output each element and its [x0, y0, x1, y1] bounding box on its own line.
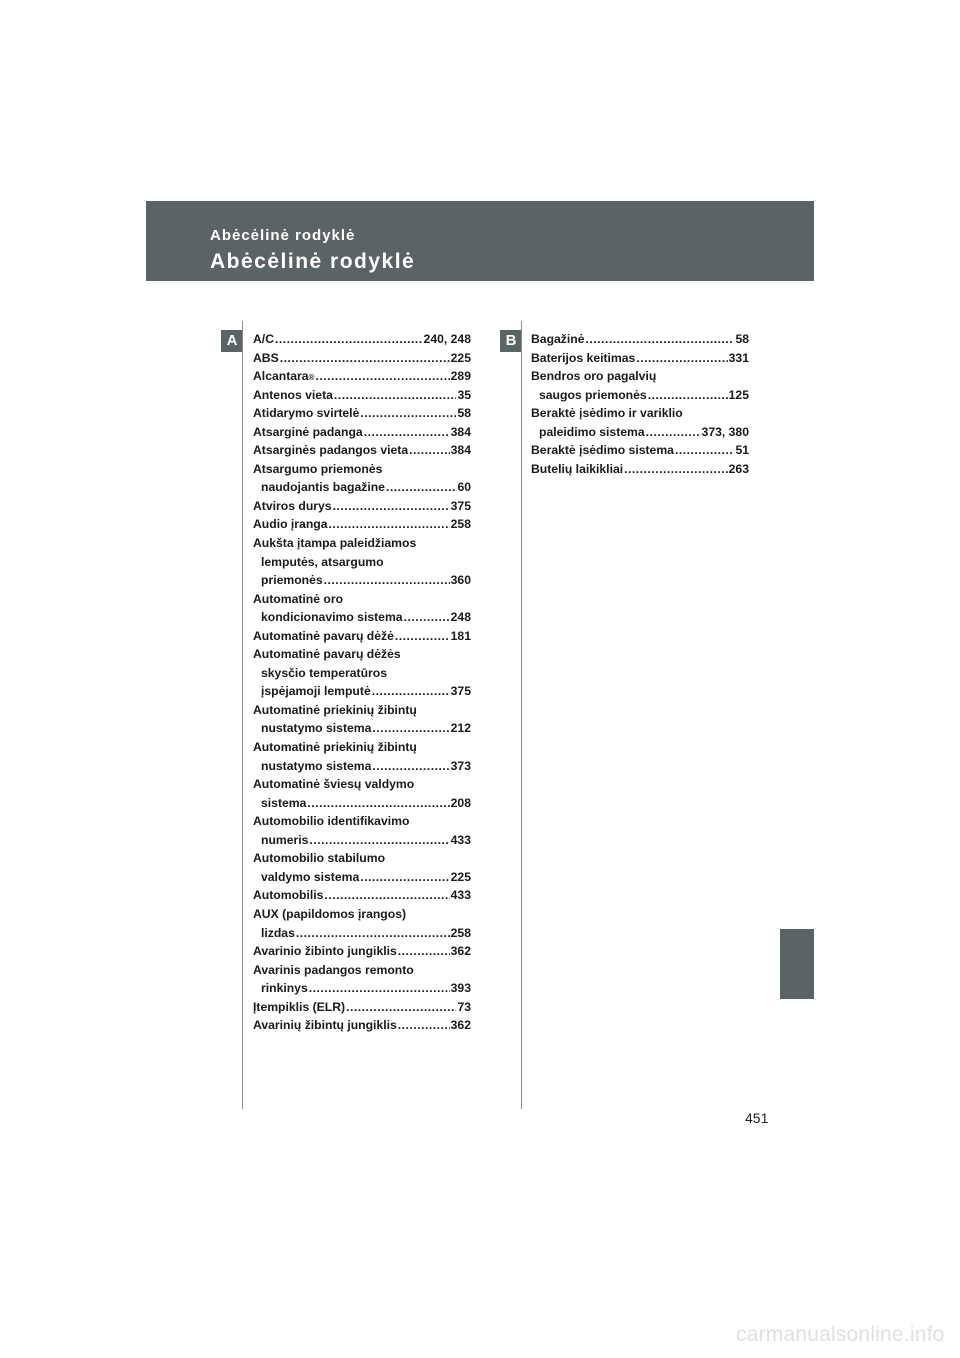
index-entry	[253, 515, 471, 534]
page-reference: 35	[457, 387, 471, 402]
index-entry	[253, 886, 471, 905]
dot-leader	[333, 497, 450, 516]
page-reference: 331	[728, 350, 749, 365]
page-reference: 289	[450, 369, 471, 384]
dot-leader	[309, 831, 449, 850]
dot-leader	[398, 942, 450, 961]
page-reference: 433	[450, 832, 471, 847]
dot-leader	[346, 998, 456, 1017]
page-reference: 263	[728, 461, 749, 476]
page-reference: 384	[450, 443, 471, 458]
page-reference: 362	[450, 944, 471, 959]
index-term: Butelių laikikliai	[531, 461, 624, 476]
page-reference: 258	[450, 517, 471, 532]
index-term: Avarinio žibinto jungiklis	[253, 944, 397, 959]
index-entry	[253, 497, 471, 516]
page-reference: 393	[450, 981, 471, 996]
index-term: Automobilio stabilumo	[253, 851, 386, 866]
index-term: Atidarymo svirtelė	[253, 406, 360, 421]
index-term: lizdas	[261, 925, 295, 940]
index-term: Beraktė įsėdimo sistema	[531, 443, 674, 458]
page-reference: 433	[450, 888, 471, 903]
index-entry	[253, 423, 471, 442]
index-term: Audio įranga	[253, 517, 328, 532]
index-entry	[253, 404, 471, 423]
page-reference: 225	[450, 869, 471, 884]
index-column-a	[253, 330, 471, 1035]
dot-leader	[404, 608, 450, 627]
index-term: Įtempiklis (ELR)	[253, 999, 346, 1014]
page-reference: 375	[450, 684, 471, 699]
dot-leader	[395, 627, 450, 646]
index-term: numeris	[261, 832, 309, 847]
index-term: Baterijos keitimas	[531, 350, 636, 365]
dot-leader	[280, 349, 450, 368]
index-term: Atsargumo priemonės	[253, 461, 383, 476]
section-letter-b: B	[500, 330, 522, 352]
page-reference: 362	[450, 1018, 471, 1033]
index-entry	[253, 460, 471, 497]
index-entry	[253, 998, 471, 1017]
index-term: rinkinys	[261, 981, 308, 996]
index-term: Bagažinė	[531, 332, 585, 346]
dot-leader	[275, 330, 423, 349]
index-column-b	[531, 330, 749, 478]
index-entry	[253, 942, 471, 961]
index-entry	[253, 1016, 471, 1035]
page-reference: 225	[450, 350, 471, 365]
dot-leader	[360, 868, 449, 887]
index-entry	[253, 775, 471, 812]
index-entry	[531, 349, 749, 368]
index-entry	[253, 961, 471, 998]
section-letter-a: A	[221, 330, 243, 352]
dot-leader	[648, 386, 728, 405]
index-entry	[253, 701, 471, 738]
index-term: AUX (papildomos įrangos)	[253, 906, 407, 921]
index-term: Antenos vieta	[253, 387, 333, 402]
page-reference: 240, 248	[423, 332, 471, 346]
dot-leader	[636, 349, 727, 368]
page-reference: 258	[450, 925, 471, 940]
index-entry	[253, 645, 471, 701]
chapter-header	[146, 201, 814, 281]
index-term: sistema	[261, 795, 307, 810]
index-term: Aukšta įtampa paleidžiamos	[253, 536, 417, 551]
index-term: valdymo sistema	[261, 869, 360, 884]
index-entry	[253, 386, 471, 405]
dot-leader	[372, 757, 449, 776]
index-term: Alcantara	[253, 369, 309, 384]
index-entry	[253, 534, 471, 590]
index-term: Automobilis	[253, 888, 324, 903]
index-term: Avarinis padangos remonto	[253, 962, 414, 977]
index-term: saugos priemonės	[539, 387, 647, 402]
index-term: paleidimo sistema	[539, 424, 645, 439]
index-term: priemonės	[261, 573, 323, 588]
page-reference: 375	[450, 498, 471, 513]
chapter-subtitle: Abėcėlinė rodyklė	[210, 227, 356, 244]
index-entry	[253, 812, 471, 849]
page-reference: 384	[450, 424, 471, 439]
index-term: Automatinė oro	[253, 591, 344, 606]
dot-leader	[360, 404, 456, 423]
index-term: Avarinių žibintų jungiklis	[253, 1018, 397, 1033]
page-reference: 51	[735, 443, 749, 458]
page-reference: 373	[450, 758, 471, 773]
dot-leader	[324, 571, 450, 590]
index-term: Atviros durys	[253, 498, 332, 513]
chapter-title: Abėcėlinė rodyklė	[210, 250, 416, 273]
index-term: Atsarginė padanga	[253, 424, 363, 439]
index-entry	[253, 738, 471, 775]
page-reference: 373, 380	[701, 424, 749, 439]
dot-leader	[307, 794, 449, 813]
dot-leader	[309, 979, 450, 998]
index-term: Automatinė pavarų dėžės	[253, 647, 401, 662]
dot-leader	[386, 478, 457, 497]
index-entry	[253, 441, 471, 460]
index-entry	[531, 441, 749, 460]
page-reference: 248	[450, 610, 471, 625]
index-entry	[253, 590, 471, 627]
page-number: 451	[745, 1110, 769, 1126]
dot-leader	[586, 330, 735, 349]
index-term: įspėjamoji lemputė	[261, 684, 371, 699]
index-term: Beraktė įsėdimo ir variklio	[531, 406, 683, 421]
dot-leader	[398, 1016, 450, 1035]
index-term: Automatinė pavarų dėžė	[253, 628, 394, 643]
page-reference: 181	[450, 628, 471, 643]
column-divider-a	[242, 321, 243, 1109]
index-entry	[253, 849, 471, 886]
index-term: kondicionavimo sistema	[261, 610, 403, 625]
page-reference: 208	[450, 795, 471, 810]
index-term: ABS	[253, 350, 279, 365]
index-entry	[531, 460, 749, 479]
index-entry	[253, 349, 471, 368]
index-term: nustatymo sistema	[261, 758, 372, 773]
index-term: lemputės, atsargumo	[261, 554, 384, 569]
index-entry	[531, 404, 749, 441]
index-entry	[531, 330, 749, 349]
index-term: nustatymo sistema	[261, 721, 372, 736]
index-term: Automobilio identifikavimo	[253, 814, 410, 829]
page-reference: 58	[457, 406, 471, 421]
index-term: Automatinė priekinių žibintų	[253, 740, 417, 755]
page-reference: 360	[450, 573, 471, 588]
index-term: A/C	[253, 332, 274, 346]
dot-leader	[296, 924, 450, 943]
page-reference: 73	[457, 999, 471, 1014]
chapter-side-tab	[780, 929, 814, 999]
index-entry	[253, 330, 471, 349]
index-entry	[531, 367, 749, 404]
dot-leader	[328, 515, 449, 534]
dot-leader	[372, 719, 449, 738]
index-entry	[253, 905, 471, 942]
index-term: Bendros oro pagalvių	[531, 369, 657, 384]
dot-leader	[315, 367, 449, 386]
dot-leader	[364, 423, 450, 442]
page-reference: 58	[735, 332, 749, 346]
column-divider-b	[521, 321, 522, 1109]
dot-leader	[624, 460, 728, 479]
index-term: Automatinė šviesų valdymo	[253, 777, 415, 792]
page-reference: 125	[728, 387, 749, 402]
dot-leader	[675, 441, 735, 460]
page-reference: 60	[457, 480, 471, 495]
dot-leader	[646, 423, 701, 442]
dot-leader	[372, 682, 450, 701]
index-term: Automatinė priekinių žibintų	[253, 702, 417, 717]
index-term: skysčio temperatūros	[261, 665, 387, 680]
index-entry	[253, 627, 471, 646]
index-term: naudojantis bagažine	[261, 480, 385, 495]
watermark: carmanualsonline.info	[736, 1323, 945, 1346]
dot-leader	[409, 441, 450, 460]
index-term: Atsarginės padangos vieta	[253, 443, 409, 458]
dot-leader	[324, 886, 449, 905]
index-entry: Alcantara ® ..... 289	[253, 367, 471, 386]
page-reference: 212	[450, 721, 471, 736]
dot-leader	[334, 386, 457, 405]
